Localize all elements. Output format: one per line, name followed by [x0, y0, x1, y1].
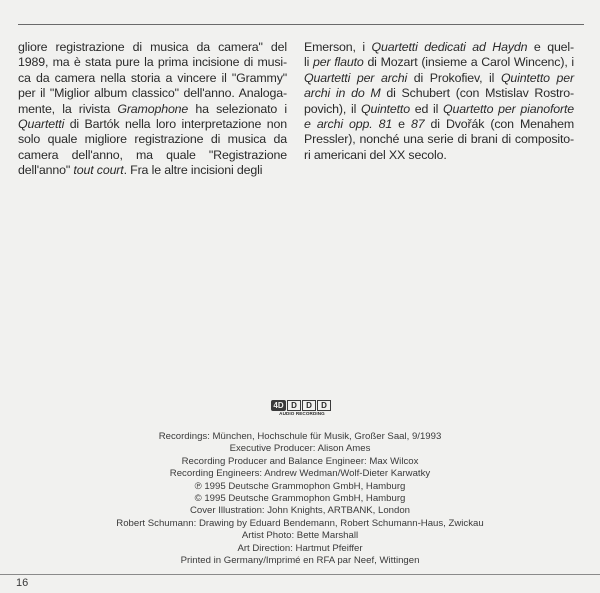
text-segment: Emerson, i — [304, 40, 372, 54]
credit-line: Artist Photo: Bette Marshall — [241, 530, 359, 542]
bottom-rule — [0, 574, 600, 575]
text-segment: di Schubert (con Mstislav Rostro- — [380, 86, 574, 101]
text-line — [18, 40, 287, 55]
text-segment: per il "Miglior album classico" dell'anno. Analoga- — [18, 86, 287, 101]
text-segment: solo quale migliore registrazione di musica da — [18, 132, 287, 147]
text-segment: di Prokofiev, il — [407, 70, 501, 85]
top-rule — [18, 24, 584, 25]
italic-text: e archi opp. 81 — [304, 117, 393, 132]
logo-d-box: D — [287, 400, 301, 411]
credit-line: Executive Producer: Alison Ames — [229, 443, 371, 455]
credit-line: Recordings: München, Hochschule für Musik, Großer Saal, 9/1993 — [158, 431, 442, 442]
text-line — [304, 132, 574, 147]
text-line — [18, 71, 287, 86]
credit-line: Recording Producer and Balance Engineer: Max Wilcox — [181, 455, 419, 467]
text-segment: povich), il — [304, 101, 361, 116]
credit-line: Art Direction: Hartmut Pfeiffer — [237, 542, 363, 554]
page-number: 16 — [16, 577, 29, 589]
text-segment: ri americani del XX secolo. — [304, 147, 447, 162]
credits-block — [40, 431, 560, 567]
text-segment: li — [304, 55, 313, 70]
italic-text: Quintetto per — [500, 70, 574, 85]
italic-text: archi in do M — [304, 86, 381, 101]
text-segment: . Fra le altre incisioni degli — [123, 163, 263, 178]
text-segment: di Dvořák (con Menahem — [424, 117, 574, 132]
credit-line: ℗ 1995 Deutsche Grammophon GmbH, Hamburg — [194, 480, 406, 492]
text-segment: ed il — [409, 101, 444, 116]
text-segment: dell'anno" — [18, 163, 74, 178]
text-line — [18, 102, 287, 117]
logo-d-box: D — [302, 400, 316, 411]
logo-d-box: D — [317, 400, 331, 411]
italic-text: Quintetto — [361, 101, 410, 116]
italic-text: 87 — [410, 117, 425, 132]
logo-caption: AUDIO RECORDING — [279, 411, 325, 416]
text-line — [304, 86, 574, 101]
text-segment: di Bartók nella loro interpretazione non — [64, 117, 287, 132]
italic-text: Gramophone — [117, 101, 189, 116]
italic-text: Quartetti — [18, 117, 65, 132]
credit-line: Cover Illustration: John Knights, ARTBANK, London — [189, 505, 411, 517]
left-text-column — [18, 40, 287, 179]
italic-text: Quartetti per archi — [304, 70, 408, 85]
text-segment: 1989, ma è stata pure la prima incisione di musi- — [18, 55, 287, 70]
text-line — [18, 86, 287, 101]
text-segment: Pressler), nonché una serie di brani di composito- — [304, 132, 574, 147]
logo-4d-box: 4D — [271, 400, 286, 411]
text-line — [18, 148, 287, 163]
italic-text: Quartetti dedicati ad Haydn — [371, 40, 528, 54]
italic-text: tout court — [73, 163, 124, 178]
text-segment: ca da camera nella storia a vincere il "Grammy" — [18, 70, 287, 85]
text-line — [18, 163, 287, 178]
italic-text: Quartetto per pianoforte — [443, 101, 575, 116]
text-line — [304, 71, 574, 86]
right-text-column — [304, 40, 574, 163]
text-line — [304, 55, 574, 70]
text-line — [304, 40, 574, 55]
text-line — [304, 102, 574, 117]
credit-line: Robert Schumann: Drawing by Eduard Bendemann, Robert Schumann-Haus, Zwickau — [116, 517, 484, 529]
italic-text: per flauto — [313, 55, 364, 70]
text-segment: mente, la rivista — [18, 101, 118, 116]
text-line — [18, 55, 287, 70]
credit-line: Recording Engineers: Andrew Wedman/Wolf-Dieter Karwatky — [169, 468, 431, 480]
text-segment: e quel- — [527, 40, 574, 54]
text-segment: gliore registrazione di musica da camera" del — [18, 40, 287, 54]
text-segment: e — [392, 117, 411, 132]
4d-ddd-audio-recording-logo — [271, 400, 333, 420]
text-line — [304, 148, 574, 163]
text-line — [304, 117, 574, 132]
text-line — [18, 117, 287, 132]
text-segment: ha selezionato i — [188, 101, 287, 116]
credit-line: © 1995 Deutsche Grammophon GmbH, Hamburg — [194, 493, 406, 505]
credit-line: Printed in Germany/Imprimé en RFA par Neef, Wittingen — [180, 555, 420, 567]
text-segment: camera dell'anno, ma quale "Registrazione — [18, 147, 287, 162]
text-segment: di Mozart (insieme a Carol Wincenc), i — [363, 55, 574, 70]
text-line — [18, 132, 287, 147]
